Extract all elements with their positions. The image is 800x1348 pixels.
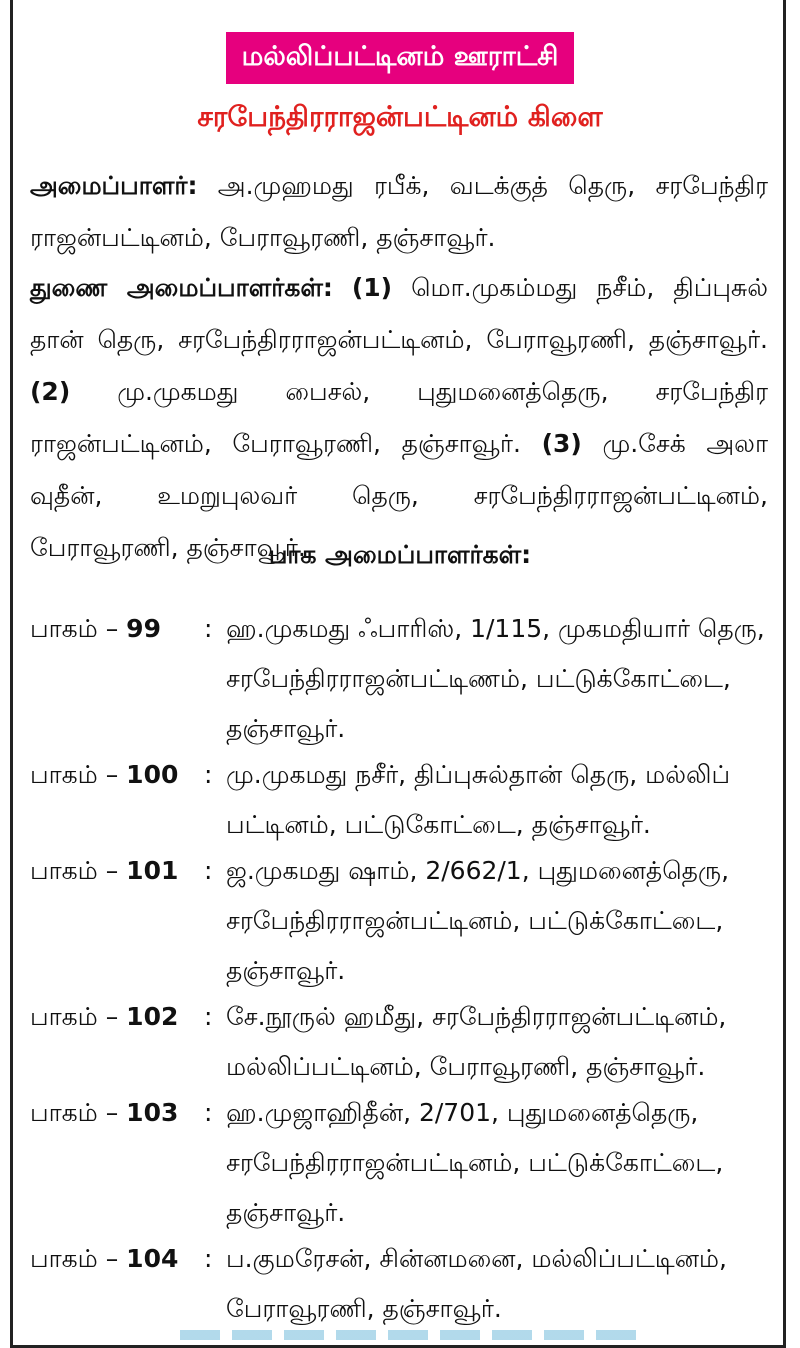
deputy-text: மொ.முகம்மது நசீம், திப்புசுல் தான் தெரு, சரபேந்திரராஜன்பட்டினம், பேராவூரணி, தஞ்சாவூர்.	[30, 273, 768, 354]
booth-address: ஹ.முகமது ஃபாரிஸ், 1/115, முகமதியார் தெரு, சரபேந்திரராஜன்பட்டிணம், பட்டுக்கோட்டை, தஞ்சாவூர்.	[226, 614, 765, 743]
deputy-text: மு.முகமது பைசல், புதுமனைத்தெரு, சரபேந்திர ராஜன்பட்டினம், பேராவூரணி, தஞ்சாவூர்.	[30, 377, 769, 458]
booth-colon: :	[204, 1098, 213, 1127]
booth-num: 102	[126, 1002, 179, 1031]
booth-prefix: பாகம் –	[30, 856, 127, 885]
booth-address: ஜ.முகமது ஷாம், 2/662/1, புதுமனைத்தெரு, சரபேந்திரராஜன்பட்டினம், பட்டுக்கோட்டை, தஞ்சாவூர்.	[226, 856, 730, 985]
deputy-organizers-label: துணை அமைப்பாளர்கள்:	[30, 273, 333, 302]
booth-prefix: பாகம் –	[30, 1098, 127, 1127]
deputy-number: (1)	[351, 273, 393, 302]
organizer-text: அ.முஹமது ரபீக், வடக்குத் தெரு, சரபேந்திர ராஜன்பட்டினம், பேராவூரணி, தஞ்சாவூர்.	[30, 171, 769, 252]
booth-address: ஹ.முஜாஹிதீன், 2/701, புதுமனைத்தெரு, சரபேந்திரராஜன்பட்டினம், பட்டுக்கோட்டை, தஞ்சாவூர்.	[226, 1098, 724, 1227]
booth-prefix: பாகம் –	[30, 1244, 127, 1273]
branch-title: சரபேந்திரராஜன்பட்டினம் கிளை	[197, 100, 603, 133]
booth-number	[30, 1234, 178, 1284]
booth-num: 104	[126, 1244, 179, 1273]
booth-colon: :	[204, 856, 213, 885]
booth-entry	[30, 846, 770, 996]
booth-number	[30, 604, 161, 654]
booth-section-title: பாக அமைப்பாளர்கள்:	[268, 540, 532, 569]
deputy-organizers-paragraph	[30, 262, 768, 574]
booth-colon: :	[204, 614, 213, 643]
booth-colon: :	[204, 760, 213, 789]
booth-address: ப.குமரேசன், சின்னமனை, மல்லிப்பட்டினம், பேராவூரணி, தஞ்சாவூர்.	[226, 1244, 728, 1323]
booth-number	[30, 750, 178, 800]
booth-address: மு.முகமது நசீர், திப்புசுல்தான் தெரு, மல்லிப் பட்டினம், பட்டுகோட்டை, தஞ்சாவூர்.	[226, 760, 731, 839]
booth-entry	[30, 1088, 770, 1238]
booth-num: 99	[126, 614, 161, 643]
booth-number	[30, 1088, 178, 1138]
booth-prefix: பாகம் –	[30, 1002, 127, 1031]
booth-prefix: பாகம் –	[30, 614, 127, 643]
booth-prefix: பாகம் –	[30, 760, 127, 789]
cut-off-next-line	[180, 1330, 640, 1340]
booth-colon: :	[204, 1244, 213, 1273]
booth-colon: :	[204, 1002, 213, 1031]
deputy-number: (3)	[541, 429, 582, 458]
booth-number	[30, 846, 178, 896]
booth-entry	[30, 1234, 770, 1334]
booth-address: சே.நூருல் ஹமீது, சரபேந்திரராஜன்பட்டினம், மல்லிப்பட்டினம், பேராவூரணி, தஞ்சாவூர்.	[226, 1002, 727, 1081]
booth-num: 100	[126, 760, 179, 789]
booth-entry	[30, 604, 770, 754]
booth-num: 101	[126, 856, 179, 885]
banner-row	[0, 32, 800, 84]
panchayat-banner: மல்லிப்பட்டினம் ஊராட்சி	[226, 32, 575, 84]
organizer-paragraph	[30, 160, 768, 264]
booth-entry	[30, 992, 770, 1092]
deputy-number: (2)	[30, 377, 71, 406]
booth-entry	[30, 750, 770, 850]
deputy-text: மு.சேக் அலா வுதீன், உமறுபுலவர் தெரு, சரபேந்திரராஜன்பட்டினம், பேராவூரணி, தஞ்சாவூர்.	[30, 429, 769, 562]
organizer-label: அமைப்பாளர்:	[30, 171, 198, 200]
booth-number	[30, 992, 178, 1042]
booth-num: 103	[126, 1098, 179, 1127]
